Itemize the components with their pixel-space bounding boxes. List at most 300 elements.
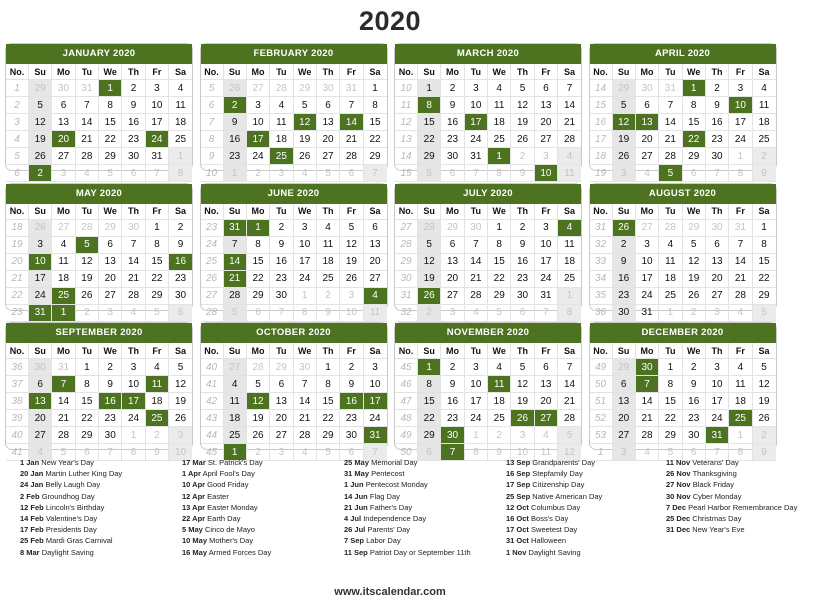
- day-cell: 2: [488, 427, 511, 444]
- day-cell: 17: [705, 393, 728, 410]
- day-cell: 20: [270, 410, 293, 427]
- day-cell: 29: [270, 359, 293, 376]
- week-row: [590, 304, 776, 321]
- holiday-date: 12 Oct: [506, 502, 529, 512]
- month-calendar: [200, 43, 388, 179]
- day-cell: 28: [464, 287, 487, 304]
- day-cell: 29: [418, 427, 441, 444]
- day-cell: 5: [418, 165, 441, 182]
- holiday-day-cell: 11: [488, 376, 511, 393]
- day-cell: 5: [223, 304, 246, 321]
- holiday-name: Flag Day: [369, 491, 400, 501]
- holiday-item: [344, 547, 504, 558]
- day-cell: 28: [246, 359, 269, 376]
- day-cell: 1: [122, 427, 145, 444]
- weekday-header: Sa: [169, 64, 192, 80]
- holiday-day-cell: 21: [223, 270, 246, 287]
- holiday-day-cell: 2: [223, 97, 246, 114]
- day-cell: 5: [340, 219, 363, 236]
- day-cell: 11: [316, 236, 339, 253]
- day-cell: 14: [293, 393, 316, 410]
- day-cell: 22: [418, 410, 441, 427]
- weekday-header: Sa: [752, 204, 775, 220]
- day-cell: 27: [363, 270, 386, 287]
- week-row: [395, 287, 581, 304]
- month-table: [201, 343, 387, 461]
- week-number: 7: [201, 114, 224, 131]
- day-cell: 9: [145, 444, 168, 461]
- day-cell: 8: [145, 236, 168, 253]
- day-cell: 13: [534, 376, 557, 393]
- holiday-day-cell: 17: [246, 131, 269, 148]
- weekday-header: Th: [316, 204, 339, 220]
- day-cell: 21: [464, 270, 487, 287]
- weekday-header: Su: [29, 64, 52, 80]
- holiday-name: Patriot Day or September 11th: [369, 547, 471, 557]
- holiday-name: Cinco de Mayo: [204, 525, 255, 535]
- day-cell: 1: [729, 427, 752, 444]
- holiday-day-cell: 31: [705, 427, 728, 444]
- day-cell: 14: [464, 253, 487, 270]
- holiday-item: [506, 502, 666, 513]
- day-cell: 29: [145, 287, 168, 304]
- holiday-item: [506, 547, 666, 558]
- day-cell: 3: [293, 219, 316, 236]
- week-row: [395, 359, 581, 376]
- week-row: [6, 393, 192, 410]
- month-title: MARCH 2020: [395, 44, 581, 64]
- week-row: [201, 219, 387, 236]
- holiday-day-cell: 26: [511, 410, 534, 427]
- day-cell: 18: [52, 270, 75, 287]
- week-number: 52: [590, 410, 613, 427]
- holiday-item: [666, 468, 826, 479]
- weekday-header: We: [293, 204, 316, 220]
- week-number: 35: [590, 287, 613, 304]
- weekday-header: No.: [590, 204, 613, 220]
- week-row: [6, 219, 192, 236]
- week-row: [201, 236, 387, 253]
- holiday-item: [20, 547, 180, 558]
- week-number: 17: [590, 131, 613, 148]
- holiday-item: [666, 457, 826, 468]
- week-row: [590, 236, 776, 253]
- day-cell: 14: [75, 114, 98, 131]
- day-cell: 21: [340, 131, 363, 148]
- day-cell: 2: [169, 219, 192, 236]
- holiday-name: Stepfamily Day: [532, 469, 583, 479]
- holiday-day-cell: 2: [29, 165, 52, 182]
- day-cell: 6: [682, 444, 705, 461]
- week-row: [201, 148, 387, 165]
- month-calendar: [394, 43, 582, 179]
- day-cell: 21: [558, 393, 581, 410]
- month-table: [6, 343, 192, 461]
- holiday-name: Christmas Day: [692, 514, 742, 524]
- day-cell: 24: [635, 287, 658, 304]
- week-row: [201, 270, 387, 287]
- weekday-header: Fr: [145, 64, 168, 80]
- holiday-name: Groundhog Day: [41, 491, 95, 501]
- week-row: [395, 131, 581, 148]
- holiday-day-cell: 13: [29, 393, 52, 410]
- day-cell: 11: [558, 236, 581, 253]
- holiday-name: Independence Day: [363, 514, 427, 524]
- week-number: 27: [201, 287, 224, 304]
- day-cell: 16: [270, 253, 293, 270]
- day-cell: 5: [29, 97, 52, 114]
- holiday-item: [506, 457, 666, 468]
- day-cell: 6: [99, 236, 122, 253]
- day-cell: 7: [145, 165, 168, 182]
- day-cell: 18: [558, 253, 581, 270]
- holiday-day-cell: 12: [246, 393, 269, 410]
- day-cell: 6: [29, 376, 52, 393]
- day-cell: 16: [122, 114, 145, 131]
- day-cell: 24: [246, 148, 269, 165]
- day-cell: 6: [705, 236, 728, 253]
- week-number: 25: [201, 253, 224, 270]
- day-cell: 20: [705, 270, 728, 287]
- day-cell: 29: [99, 148, 122, 165]
- holiday-date: 4 Jul: [344, 514, 362, 524]
- day-cell: 19: [340, 253, 363, 270]
- day-cell: 8: [122, 444, 145, 461]
- month-title: JUNE 2020: [201, 184, 387, 204]
- month-title: SEPTEMBER 2020: [6, 323, 192, 343]
- day-cell: 16: [441, 114, 464, 131]
- holiday-name: Earth Day: [207, 514, 241, 524]
- week-number: 6: [6, 165, 29, 182]
- day-cell: 3: [705, 304, 728, 321]
- day-cell: 27: [316, 148, 339, 165]
- holiday-name: Columbus Day: [531, 502, 581, 512]
- day-cell: 30: [29, 359, 52, 376]
- day-cell: 30: [705, 148, 728, 165]
- day-cell: 3: [52, 165, 75, 182]
- day-cell: 22: [99, 131, 122, 148]
- day-cell: 24: [363, 410, 386, 427]
- day-cell: 8: [752, 236, 775, 253]
- day-cell: 12: [169, 376, 192, 393]
- holiday-item: [344, 457, 504, 468]
- day-cell: 18: [169, 114, 192, 131]
- week-number: 53: [590, 427, 613, 444]
- week-number: 36: [590, 304, 613, 321]
- holiday-day-cell: 16: [169, 253, 192, 270]
- day-cell: 31: [534, 287, 557, 304]
- day-cell: 30: [99, 427, 122, 444]
- day-cell: 24: [293, 270, 316, 287]
- month-calendar: [200, 183, 388, 318]
- week-number: 23: [6, 304, 29, 321]
- month-title: APRIL 2020: [590, 44, 776, 64]
- day-cell: 5: [316, 165, 339, 182]
- day-cell: 17: [29, 270, 52, 287]
- day-cell: 11: [488, 97, 511, 114]
- weekday-header: We: [293, 343, 316, 359]
- day-cell: 6: [340, 165, 363, 182]
- day-cell: 3: [122, 359, 145, 376]
- day-cell: 26: [223, 80, 246, 97]
- week-number: 30: [395, 270, 418, 287]
- day-cell: 2: [122, 80, 145, 97]
- day-cell: 16: [682, 393, 705, 410]
- day-cell: 1: [464, 427, 487, 444]
- week-row: [201, 165, 387, 182]
- weekday-header: Sa: [558, 343, 581, 359]
- day-cell: 3: [29, 236, 52, 253]
- day-cell: 22: [752, 270, 775, 287]
- day-cell: 4: [659, 236, 682, 253]
- day-cell: 7: [534, 304, 557, 321]
- day-cell: 31: [52, 359, 75, 376]
- day-cell: 5: [246, 376, 269, 393]
- week-number: 19: [590, 165, 613, 182]
- day-cell: 6: [270, 376, 293, 393]
- day-cell: 17: [293, 253, 316, 270]
- holiday-day-cell: 16: [340, 393, 363, 410]
- day-cell: 6: [340, 444, 363, 461]
- day-cell: 13: [441, 253, 464, 270]
- month-table: [395, 64, 581, 182]
- day-cell: 1: [75, 359, 98, 376]
- day-cell: 4: [223, 376, 246, 393]
- holiday-date: 16 Oct: [506, 514, 529, 524]
- day-cell: 28: [729, 287, 752, 304]
- week-row: [395, 393, 581, 410]
- day-cell: 2: [316, 287, 339, 304]
- day-cell: 23: [612, 287, 635, 304]
- holiday-item: [666, 479, 826, 490]
- week-number: 28: [395, 236, 418, 253]
- week-number: 20: [6, 253, 29, 270]
- day-cell: 10: [246, 114, 269, 131]
- holiday-item: [20, 479, 180, 490]
- day-cell: 6: [441, 165, 464, 182]
- day-cell: 29: [752, 287, 775, 304]
- holiday-date: 12 Feb: [20, 502, 44, 512]
- weekday-header: We: [293, 64, 316, 80]
- day-cell: 9: [99, 376, 122, 393]
- day-cell: 9: [441, 97, 464, 114]
- day-cell: 8: [488, 165, 511, 182]
- week-number: 49: [395, 427, 418, 444]
- day-cell: 19: [169, 393, 192, 410]
- holiday-date: 17 Oct: [506, 525, 529, 535]
- day-cell: 29: [441, 219, 464, 236]
- day-cell: 14: [52, 393, 75, 410]
- day-cell: 3: [729, 80, 752, 97]
- weekday-header: Th: [705, 343, 728, 359]
- day-cell: 9: [612, 253, 635, 270]
- day-cell: 12: [511, 376, 534, 393]
- week-row: [395, 304, 581, 321]
- day-cell: 4: [169, 80, 192, 97]
- day-cell: 18: [659, 270, 682, 287]
- day-cell: 30: [612, 304, 635, 321]
- holiday-date: 16 Sep: [506, 469, 531, 479]
- day-cell: 8: [418, 376, 441, 393]
- day-cell: 13: [612, 393, 635, 410]
- week-number: 14: [590, 80, 613, 97]
- week-row: [6, 165, 192, 182]
- week-number: 40: [6, 427, 29, 444]
- day-cell: 2: [246, 444, 269, 461]
- holiday-day-cell: 1: [223, 444, 246, 461]
- day-cell: 27: [29, 427, 52, 444]
- day-cell: 29: [612, 80, 635, 97]
- day-cell: 26: [29, 148, 52, 165]
- week-row: [590, 270, 776, 287]
- week-number: 37: [6, 376, 29, 393]
- day-cell: 24: [705, 410, 728, 427]
- week-row: [6, 376, 192, 393]
- holiday-item: [20, 491, 180, 502]
- day-cell: 13: [99, 253, 122, 270]
- week-number: 41: [201, 376, 224, 393]
- day-cell: 19: [612, 131, 635, 148]
- holiday-name: Father's Day: [369, 502, 413, 512]
- day-cell: 4: [122, 304, 145, 321]
- weekday-header: Fr: [145, 343, 168, 359]
- month-table: [590, 343, 776, 461]
- holiday-item: [182, 513, 342, 524]
- weekday-header: Su: [612, 343, 635, 359]
- day-cell: 18: [752, 114, 775, 131]
- holiday-name: Memorial Day: [371, 458, 418, 467]
- holiday-date: 31 Oct: [506, 536, 529, 546]
- holiday-day-cell: 14: [223, 253, 246, 270]
- day-cell: 25: [316, 270, 339, 287]
- day-cell: 12: [752, 376, 775, 393]
- week-row: [6, 80, 192, 97]
- day-cell: 18: [270, 131, 293, 148]
- holiday-name: Pentecost Monday: [365, 480, 428, 490]
- day-cell: 28: [418, 219, 441, 236]
- week-number: 18: [590, 148, 613, 165]
- day-cell: 29: [99, 219, 122, 236]
- week-number: 11: [395, 97, 418, 114]
- holiday-date: 2 Feb: [20, 491, 40, 501]
- day-cell: 28: [270, 80, 293, 97]
- holiday-date: 17 Mar: [182, 458, 206, 467]
- weekday-header: Sa: [752, 64, 775, 80]
- holiday-day-cell: 25: [270, 148, 293, 165]
- holiday-item: [506, 535, 666, 546]
- day-cell: 20: [29, 410, 52, 427]
- day-cell: 9: [682, 376, 705, 393]
- weekday-header: Mo: [635, 343, 658, 359]
- day-cell: 4: [52, 236, 75, 253]
- day-cell: 18: [488, 393, 511, 410]
- day-cell: 23: [99, 410, 122, 427]
- day-cell: 28: [122, 287, 145, 304]
- day-cell: 16: [441, 393, 464, 410]
- day-cell: 27: [705, 287, 728, 304]
- day-cell: 7: [363, 444, 386, 461]
- week-number: 45: [201, 444, 224, 461]
- day-cell: 23: [441, 410, 464, 427]
- holiday-day-cell: 26: [612, 219, 635, 236]
- day-cell: 14: [635, 393, 658, 410]
- week-number: 32: [395, 304, 418, 321]
- day-cell: 15: [488, 253, 511, 270]
- day-cell: 7: [558, 80, 581, 97]
- day-cell: 5: [169, 359, 192, 376]
- page-title: 2020: [358, 6, 422, 36]
- week-number: 47: [395, 393, 418, 410]
- day-cell: 15: [363, 114, 386, 131]
- day-cell: 19: [752, 393, 775, 410]
- day-cell: 2: [99, 359, 122, 376]
- weekday-header: Fr: [534, 343, 557, 359]
- holiday-day-cell: 4: [558, 219, 581, 236]
- website-url[interactable]: www.itscalendar.com: [334, 586, 446, 598]
- week-number: 2: [6, 97, 29, 114]
- day-cell: 29: [418, 148, 441, 165]
- day-cell: 27: [270, 427, 293, 444]
- day-cell: 4: [270, 97, 293, 114]
- holiday-date: 1 Jan: [20, 458, 40, 467]
- day-cell: 30: [511, 287, 534, 304]
- week-row: [395, 427, 581, 444]
- holiday-name: Valentine's Day: [45, 514, 98, 524]
- day-cell: 18: [145, 393, 168, 410]
- day-cell: 3: [441, 304, 464, 321]
- week-number: 3: [6, 114, 29, 131]
- day-cell: 25: [488, 131, 511, 148]
- holiday-item: [344, 468, 504, 479]
- weekday-header: No.: [201, 343, 224, 359]
- holiday-item: [506, 491, 666, 502]
- weekday-header: Fr: [729, 204, 752, 220]
- weekday-header: Tu: [659, 343, 682, 359]
- day-cell: 2: [612, 236, 635, 253]
- week-number: 46: [395, 376, 418, 393]
- day-cell: 3: [635, 236, 658, 253]
- day-cell: 26: [246, 427, 269, 444]
- day-cell: 17: [729, 114, 752, 131]
- weekday-header: No.: [6, 343, 29, 359]
- day-cell: 26: [293, 148, 316, 165]
- weekday-header: Su: [29, 204, 52, 220]
- holiday-day-cell: 20: [52, 131, 75, 148]
- day-cell: 6: [534, 80, 557, 97]
- week-row: [6, 270, 192, 287]
- holiday-date: 25 Dec: [666, 514, 691, 524]
- day-cell: 21: [52, 410, 75, 427]
- day-cell: 27: [246, 80, 269, 97]
- weekday-header: Sa: [363, 64, 386, 80]
- holiday-day-cell: 31: [363, 427, 386, 444]
- day-cell: 2: [682, 304, 705, 321]
- day-cell: 15: [316, 393, 339, 410]
- month-calendar: [394, 183, 582, 318]
- weekday-header: Mo: [441, 204, 464, 220]
- weekday-header: We: [488, 343, 511, 359]
- holiday-item: [506, 513, 666, 524]
- day-cell: 17: [464, 393, 487, 410]
- day-cell: 1: [659, 359, 682, 376]
- holiday-date: 8 Mar: [20, 547, 40, 557]
- holiday-day-cell: 17: [464, 114, 487, 131]
- day-cell: 9: [316, 304, 339, 321]
- day-cell: 25: [558, 270, 581, 287]
- day-cell: 30: [122, 148, 145, 165]
- week-row: [201, 359, 387, 376]
- day-cell: 5: [511, 359, 534, 376]
